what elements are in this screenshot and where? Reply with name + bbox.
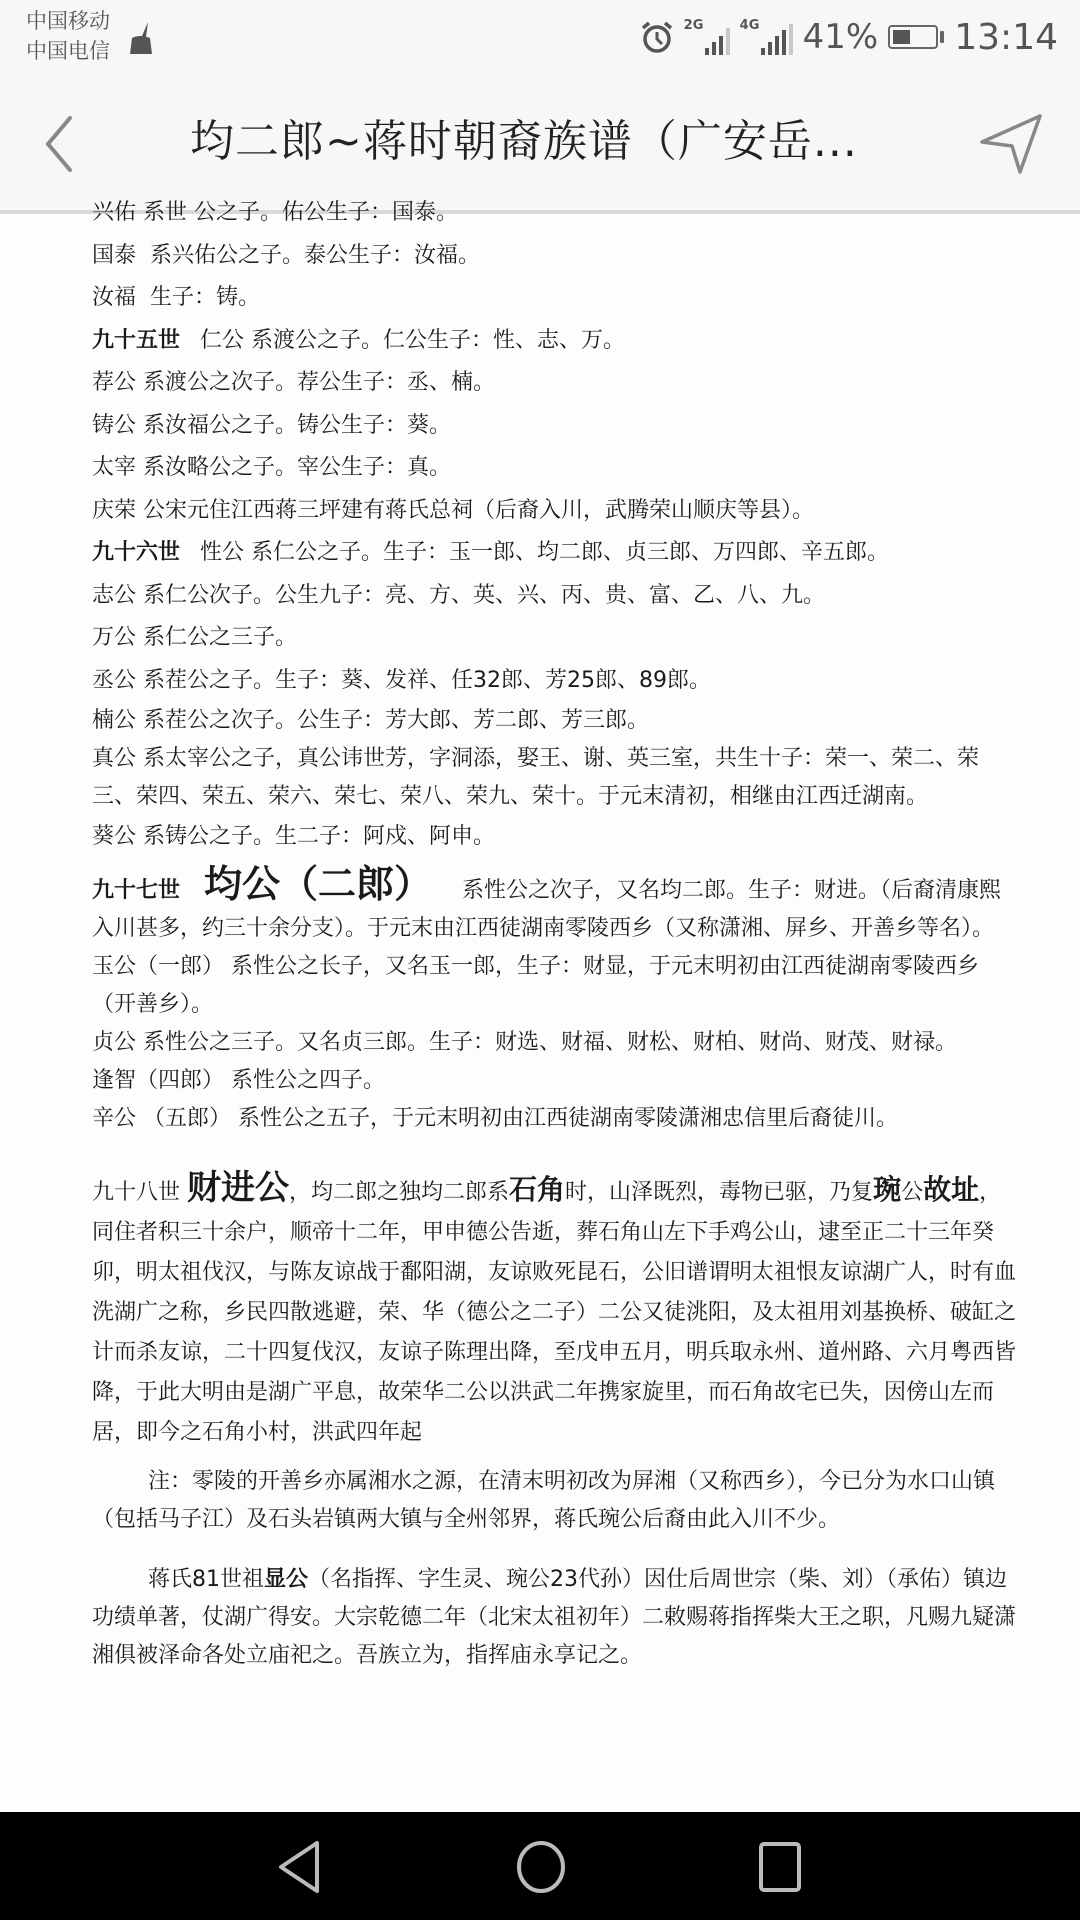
list-item: 太宰 系汝略公之子。宰公生子：真。 xyxy=(92,455,451,480)
list-item: 真公 系太宰公之子，真公讳世芳，字洞添，娶王、谢、英三室，共生十子：荣一、荣二、荣三、荣四、荣五、荣六、荣七、荣八、荣九、荣十。于元末清初，相继由江西迁湖南。 xyxy=(92,746,979,809)
list-item: 庆荣 公宋元住江西蒋三坪建有蒋氏总祠（后裔入川，武腾荣山顺庆等县）。 xyxy=(92,497,814,523)
carrier-2: 中国电信 xyxy=(26,39,110,63)
battery-percent: 41% xyxy=(802,17,879,57)
nav-recents-button[interactable] xyxy=(745,1832,815,1902)
battery-tip xyxy=(940,31,944,43)
list-item: 铸公 系汝福公之子。铸公生子：葵。 xyxy=(92,412,451,438)
ancestor-heading: 财进公 xyxy=(187,1167,290,1208)
battery-icon xyxy=(888,25,938,49)
chevron-left-icon xyxy=(48,118,70,170)
list-item: 葵公 系铸公之子。生二子：阿戍、阿申。 xyxy=(92,824,495,849)
generation-label: 九十八世 xyxy=(92,1179,181,1205)
gen98-paragraph: 九十八世 财进公，均二郎之独均二郎系石角时，山泽既烈，毒物已驱，乃复琬公故址，同住者积三十余户，顺帝十二年，甲申德公告逝，葬石角山左下手鸡公山，逮至正二十三年癸卯，明太祖伐汉，与陈友谅战于鄱阳湖，友谅败死昆石，公旧谱谓明太祖恨友谅湖广人，时有血洗湖广之称，乡民四散逃避，荣、华（德公之二子）二公又徒洮阳，及太祖用刘基换桥、破缸之计而杀友谅，二十四复伐汉，友谅子陈理出降，至戊申五月，明兵取永州、道州路、六月粤西皆降，于此大明由是湖广平息，故荣华二公以洪武二年携家旋里，而石角故宅已失，因傍山左而居，即今之石角小村，洪武四年起 xyxy=(92,1167,1017,1445)
list-item: 玉公（一郎） 系性公之长子，又名玉一郎，生子：财显，于元末明初由江西徒湖南零陵西乡（开善乡）。 xyxy=(92,953,979,1017)
signal-4g-icon: 4G xyxy=(740,19,793,55)
send-icon xyxy=(982,116,1040,172)
alarm-clock-icon xyxy=(640,20,674,54)
status-bar xyxy=(0,0,1080,76)
circle-home-icon xyxy=(513,1839,569,1895)
triangle-back-icon xyxy=(275,1839,325,1895)
generation-label: 九十七世 xyxy=(92,877,181,903)
page-title: 均二郎~蒋时朝裔族谱（广安岳... xyxy=(190,116,858,167)
cut-line: 兴佑 系世 公之子。佑公生子：国泰。 xyxy=(92,200,458,225)
genealogy-document xyxy=(92,192,1017,1697)
generation-label: 九十五世 xyxy=(92,327,181,353)
entry-rufu: 汝福 生子：铸。 xyxy=(92,285,261,310)
list-item: 荐公 系渡公之次子。荐公生子：丞、楠。 xyxy=(92,370,495,395)
carrier-info xyxy=(26,6,110,66)
list-item: 楠公 系茬公之次子。公生子：芳大郎、芳二郎、芳三郎。 xyxy=(92,708,649,733)
status-indicators xyxy=(640,10,1058,64)
list-item: 志公 系仁公次子。公生九子：亮、方、英、兴、丙、贵、富、乙、八、九。 xyxy=(92,582,825,608)
list-item: 丞公 系茬公之子。生子：葵、发祥、任32郎、芳25郎、89郎。 xyxy=(92,667,711,693)
generation-label: 九十六世 xyxy=(92,540,181,565)
list-item: 万公 系仁公之三子。 xyxy=(92,625,297,650)
back-button[interactable] xyxy=(36,112,86,176)
square-recents-icon xyxy=(755,1839,805,1895)
share-button[interactable] xyxy=(978,112,1044,176)
list-item: 贞公 系性公之三子。又名贞三郎。生子：财选、财福、财松、财柏、财尚、财茂、财禄。 xyxy=(92,1029,957,1055)
carrier-1: 中国移动 xyxy=(26,9,110,33)
broom-icon xyxy=(126,20,156,56)
ancestor-paragraph: 蒋氏81世祖显公（名指挥、字生灵、琬公23代孙）因仕后周世宗（柴、刘）（承佑）镇边功绩单著，仗湖广得安。大宗乾德二年（北宋太祖初年）二敕赐蒋指挥柴大王之职，凡赐九疑潇湘俱被泽命各处立庙祀之。吾族立为，指挥庙永享记之。 xyxy=(92,1566,1017,1668)
document-content[interactable] xyxy=(0,200,1080,1812)
gen96-first: 九十六世 性公 系仁公之子。生子：玉一郎、均二郎、贞三郎、万四郎、辛五郎。 xyxy=(92,540,890,565)
gen95-first: 九十五世 仁公 系渡公之子。仁公生子：性、志、万。 xyxy=(92,327,626,353)
nav-home-button[interactable] xyxy=(506,1832,576,1902)
signal-2g-icon: 2G xyxy=(684,19,730,55)
list-item: 辛公 （五郎） 系性公之五子，于元末明初由江西徒湖南零陵潇湘忠信里后裔徒川。 xyxy=(92,1105,898,1131)
gen97-first: 九十七世 均公（二郎） 系性公之次子，又名均二郎。生子：财进。（后裔清康熙入川甚多，约三十余分支）。于元末由江西徒湖南零陵西乡（又称潇湘、屏乡、开善乡等名）。 xyxy=(92,861,1002,941)
ancestor-heading: 均公（二郎） xyxy=(204,861,433,906)
navigation-bar xyxy=(0,1812,1080,1920)
entry-guotai: 国泰 系兴佑公之子。泰公生子：汝福。 xyxy=(92,242,481,268)
clock: 13:14 xyxy=(954,16,1058,58)
nav-back-button[interactable] xyxy=(265,1832,335,1902)
note-paragraph: 注：零陵的开善乡亦属湘水之源，在清末明初改为屏湘（又称西乡），今已分为水口山镇（包括马子江）及石头岩镇两大镇与全州邻界，蒋氏琬公后裔由此入川不少。 xyxy=(92,1468,996,1532)
list-item: 逢智（四郎） 系性公之四子。 xyxy=(92,1067,385,1093)
